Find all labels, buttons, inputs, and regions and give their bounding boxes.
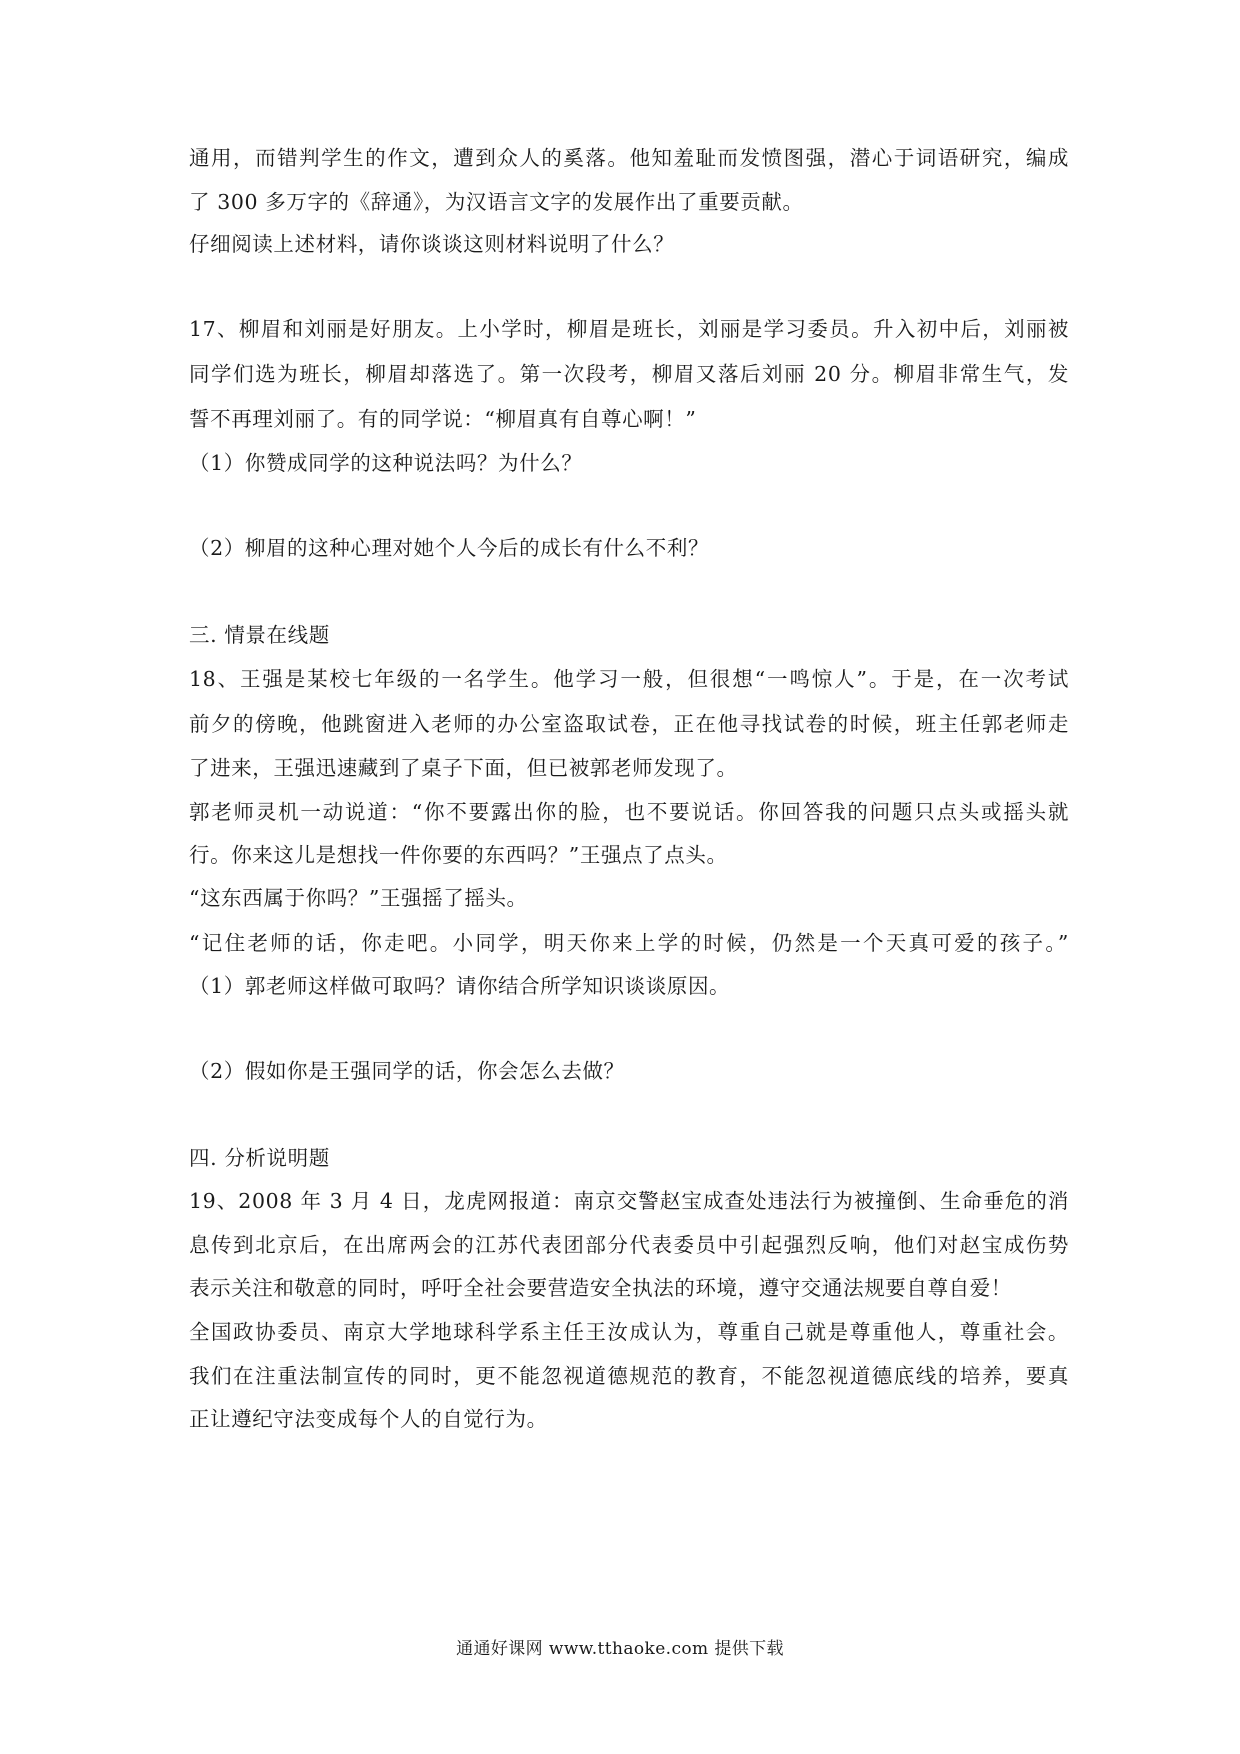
question-17-sub-1: （1）你赞成同学的这种说法吗？为什么？	[189, 451, 583, 475]
question-19-line: 息传到北京后，在出席两会的江苏代表团部分代表委员中引起强烈反响，他们对赵宝成伤势	[189, 1233, 1069, 1257]
section-heading-4: 四. 分析说明题	[189, 1146, 330, 1170]
question-17-sub-2: （2）柳眉的这种心理对她个人今后的成长有什么不利？	[189, 536, 710, 560]
paragraph-line: 通用，而错判学生的作文，遭到众人的奚落。他知羞耻而发愤图强，潜心于词语研究，编成	[189, 146, 1069, 170]
question-19-line: 19、2008 年 3 月 4 日，龙虎网报道：南京交警赵宝成查处违法行为被撞倒、生命垂危的消	[189, 1189, 1069, 1213]
question-18-line: 18、王强是某校七年级的一名学生。他学习一般，但很想“一鸣惊人”。于是，在一次考试	[189, 667, 1069, 691]
question-18-line: 郭老师灵机一动说道：“你不要露出你的脸，也不要说话。你回答我的问题只点头或摇头就	[189, 800, 1069, 824]
question-19-line: 我们在注重法制宣传的同时，更不能忽视道德规范的教育，不能忽视道德底线的培养，要真	[189, 1364, 1069, 1388]
question-prompt: 仔细阅读上述材料，请你谈谈这则材料说明了什么？	[189, 232, 675, 256]
page-footer: 通通好课网 www.tthaoke.com 提供下载	[456, 1639, 784, 1659]
question-19-line: 全国政协委员、南京大学地球科学系主任王汝成认为，尊重自己就是尊重他人，尊重社会。	[189, 1320, 1069, 1344]
question-18-sub-2: （2）假如你是王强同学的话，你会怎么去做？	[189, 1059, 625, 1083]
question-18-line: “记住老师的话，你走吧。小同学，明天你来上学的时候，仍然是一个天真可爱的孩子。”	[189, 931, 1069, 955]
question-18-line: “这东西属于你吗？”王强摇了摇头。	[189, 886, 528, 910]
question-17-line: 誓不再理刘丽了。有的同学说：“柳眉真有自尊心啊！”	[189, 407, 697, 431]
question-19-line: 表示关注和敬意的同时，呼吁全社会要营造安全执法的环境，遵守交通法规要自尊自爱！	[189, 1276, 1012, 1300]
question-17-line: 17、柳眉和刘丽是好朋友。上小学时，柳眉是班长，刘丽是学习委员。升入初中后，刘丽被	[189, 317, 1069, 341]
question-18-line: 了进来，王强迅速藏到了桌子下面，但已被郭老师发现了。	[189, 756, 738, 780]
question-17-line: 同学们选为班长，柳眉却落选了。第一次段考，柳眉又落后刘丽 20 分。柳眉非常生气，发	[189, 362, 1069, 386]
question-18-line: 行。你来这儿是想找一件你要的东西吗？”王强点了点头。	[189, 843, 728, 867]
question-19-line: 正让遵纪守法变成每个人的自觉行为。	[189, 1407, 548, 1431]
question-18-sub-1: （1）郭老师这样做可取吗？请你结合所学知识谈谈原因。	[189, 974, 731, 998]
question-18-line: 前夕的傍晚，他跳窗进入老师的办公室盗取试卷，正在他寻找试卷的时候，班主任郭老师走	[189, 712, 1069, 736]
paragraph-line: 了 300 多万字的《辞通》，为汉语言文字的发展作出了重要贡献。	[189, 190, 804, 214]
section-heading-3: 三. 情景在线题	[189, 623, 330, 647]
